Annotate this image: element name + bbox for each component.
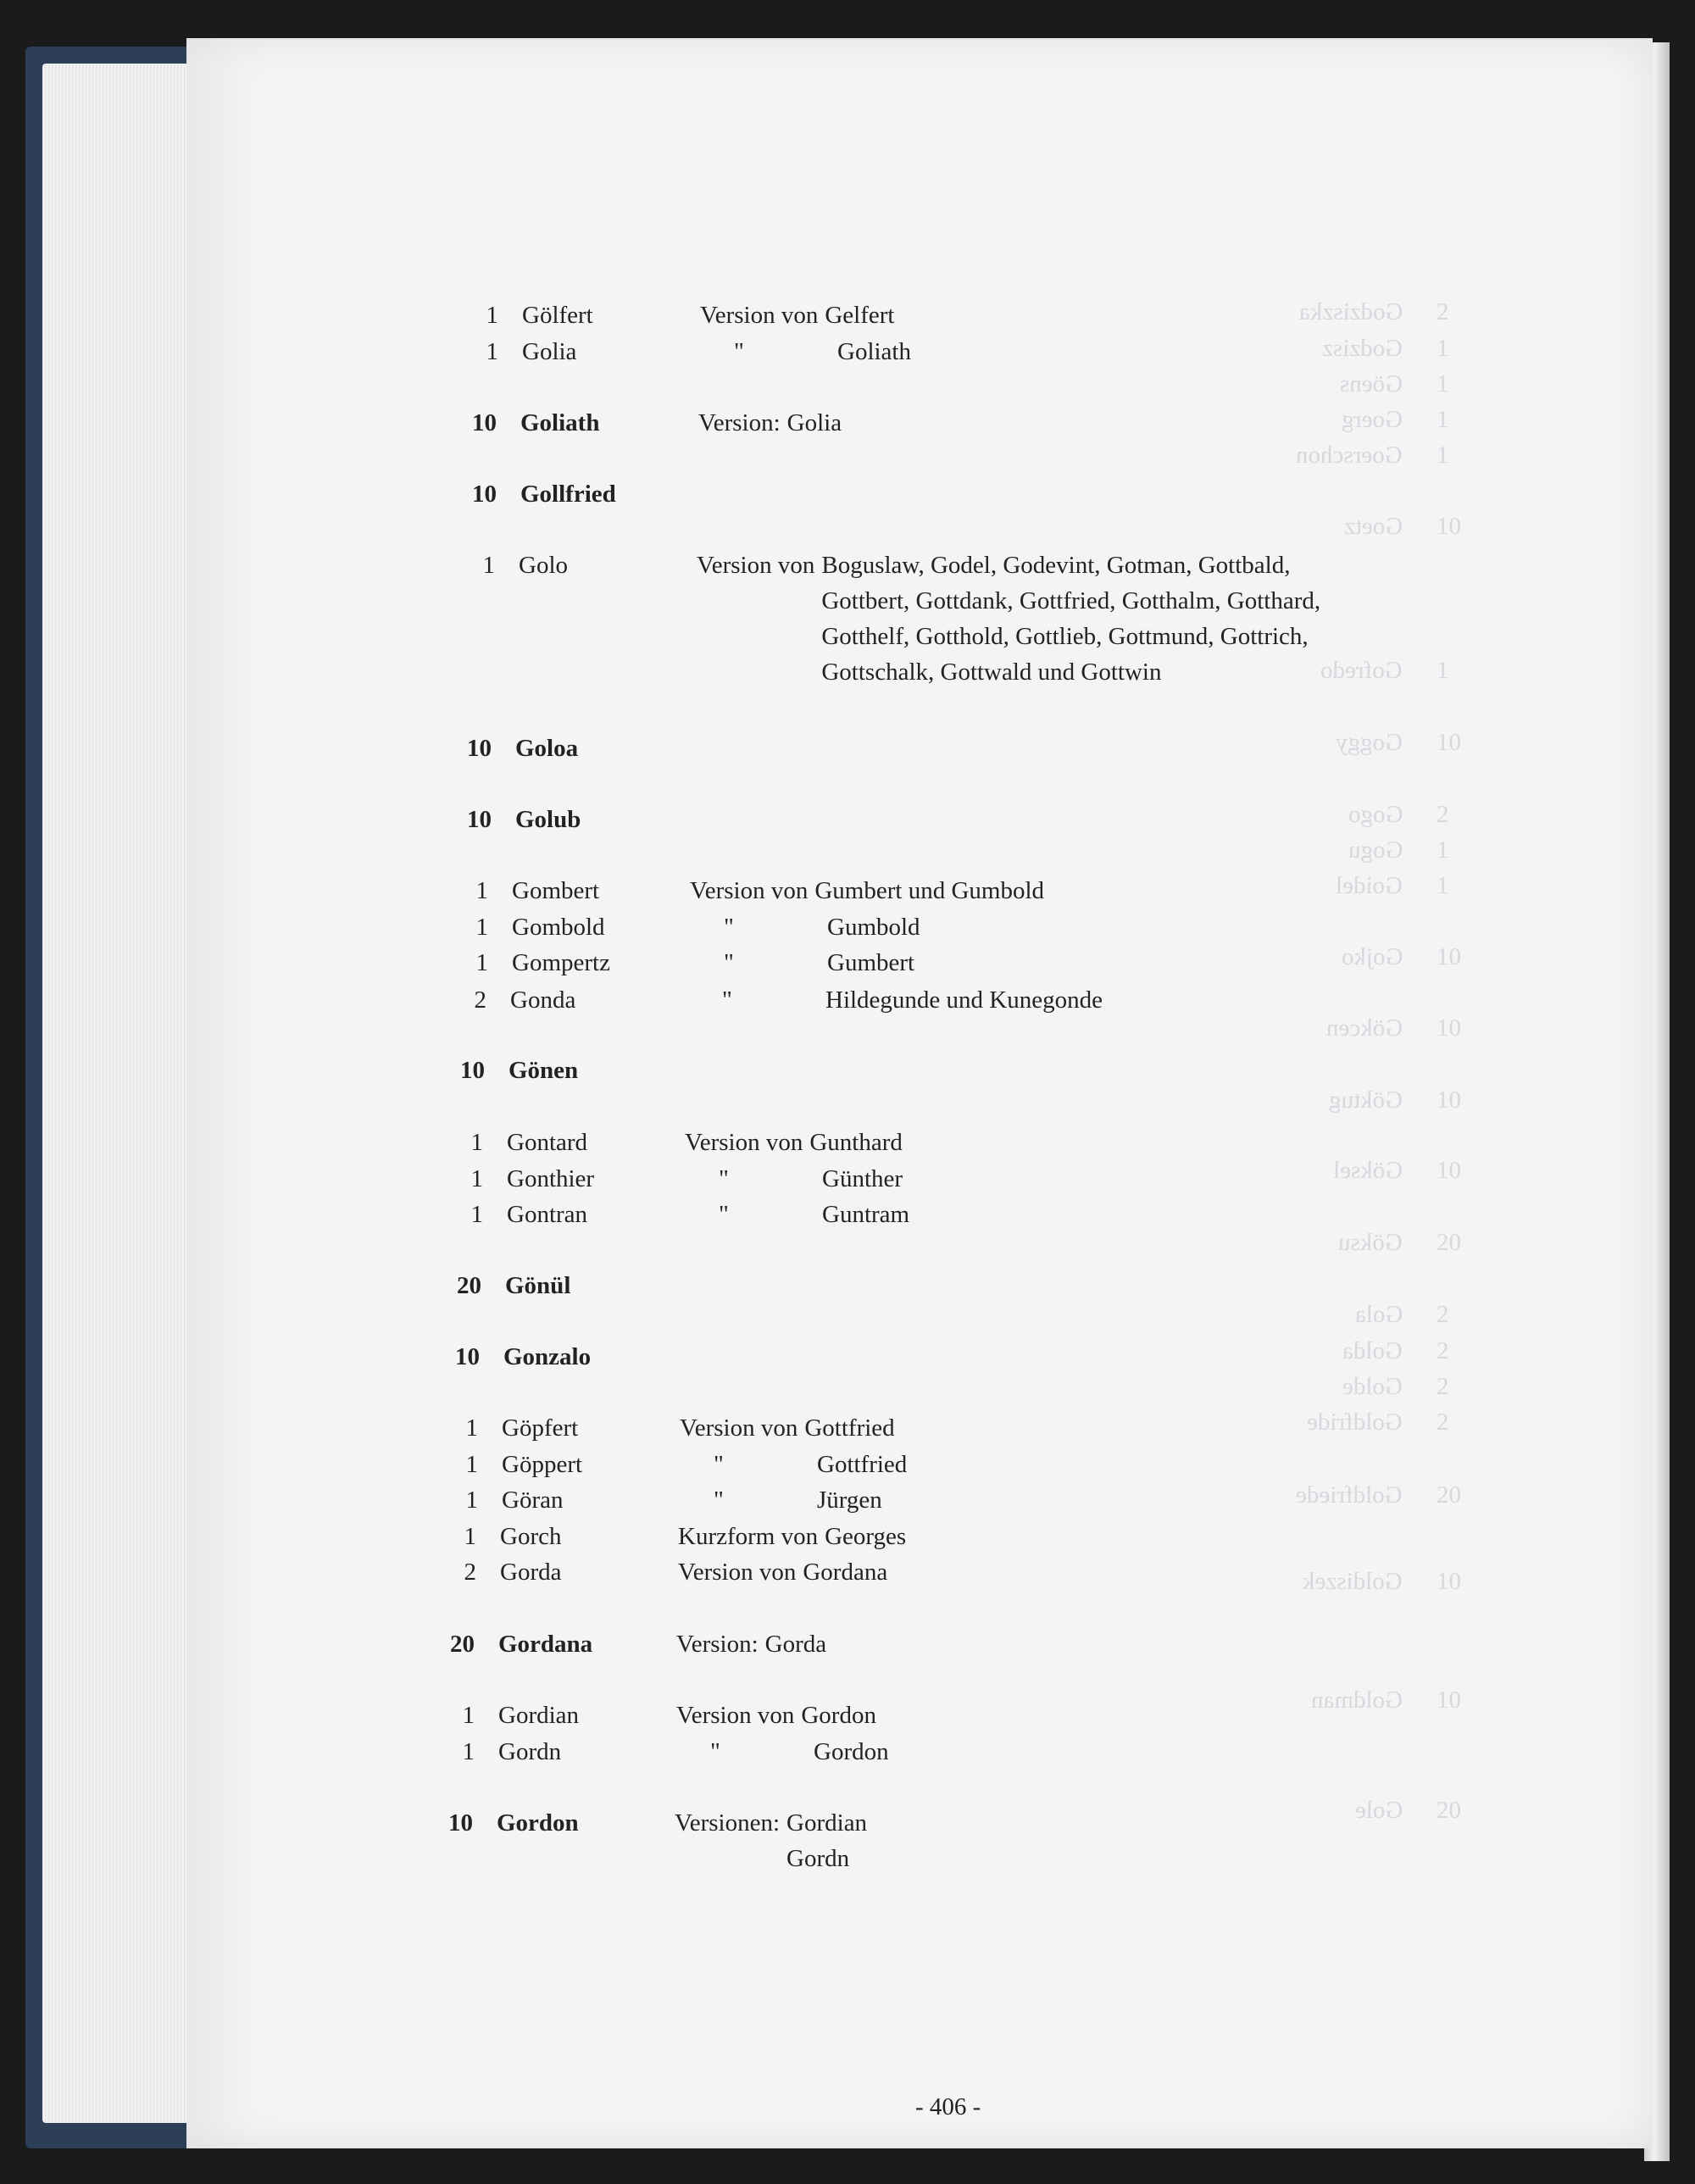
entry-frequency: 10 xyxy=(467,806,492,833)
entry-frequency: 1 xyxy=(470,1165,483,1192)
ditto-mark: " xyxy=(724,914,734,941)
bleed-through-number: 2 xyxy=(1437,298,1449,325)
entry-name: Gönen xyxy=(508,1057,579,1084)
bleed-through-name: Göksel xyxy=(1332,1157,1403,1184)
bleed-through-name: Godzisz xyxy=(1321,335,1403,362)
bleed-through-number: 2 xyxy=(1437,1373,1449,1400)
bleed-through-number: 10 xyxy=(1437,513,1461,540)
entry-frequency: 1 xyxy=(464,1523,476,1550)
bleed-through-number: 2 xyxy=(1437,801,1449,828)
bleed-through-number: 1 xyxy=(1437,370,1449,397)
bleed-through-number: 1 xyxy=(1437,872,1449,899)
ditto-mark: " xyxy=(724,949,734,976)
entry-frequency: 2 xyxy=(464,1559,476,1586)
entry-related-names: Gottfried xyxy=(804,1414,895,1442)
entry-related-names: Gumbert und Gumbold xyxy=(814,877,1045,904)
entry-related-names: Gorda xyxy=(764,1631,827,1658)
bleed-through-name: Gole xyxy=(1354,1797,1403,1824)
bleed-through-name: Gogo xyxy=(1348,801,1403,828)
bleed-through-name: Goerschon xyxy=(1296,442,1403,469)
book-page xyxy=(186,38,1653,2148)
entry-related-names: Golia xyxy=(786,409,842,436)
ditto-mark: " xyxy=(734,338,744,365)
entry-relation-label: Version: xyxy=(698,409,781,436)
bleed-through-name: Golda xyxy=(1342,1337,1403,1364)
entry-related-names: Guntram xyxy=(822,1201,910,1228)
entry-name: Gonthier xyxy=(507,1165,595,1192)
entry-related-names: Georges xyxy=(825,1523,907,1550)
entry-frequency: 20 xyxy=(457,1272,481,1299)
entry-frequency: 1 xyxy=(465,1414,478,1442)
bleed-through-number: 1 xyxy=(1437,836,1449,864)
entry-frequency: 1 xyxy=(475,877,488,904)
bleed-through-name: Golde xyxy=(1342,1373,1403,1400)
entry-related-names: Gordon xyxy=(814,1738,889,1765)
entry-name: Gompertz xyxy=(512,949,610,976)
ditto-mark: " xyxy=(714,1487,724,1514)
entry-frequency: 10 xyxy=(472,481,497,508)
bleed-through-name: Goetz xyxy=(1343,513,1403,540)
entry-name: Golub xyxy=(515,806,581,833)
entry-related-names: Gordn xyxy=(786,1845,850,1872)
bleed-through-number: 2 xyxy=(1437,1337,1449,1364)
bleed-through-number: 10 xyxy=(1437,1568,1461,1595)
entry-related-names: Gotthelf, Gotthold, Gottlieb, Gottmund, Gottrich, xyxy=(821,623,1309,650)
entry-frequency: 2 xyxy=(474,986,486,1014)
entry-frequency: 1 xyxy=(486,302,498,329)
page-number: - 406 - xyxy=(915,2093,981,2120)
entry-name: Golia xyxy=(522,338,577,365)
entry-name: Goliath xyxy=(520,409,600,436)
entry-frequency: 1 xyxy=(482,552,495,579)
entry-frequency: 1 xyxy=(465,1487,478,1514)
entry-related-names: Gordian xyxy=(786,1809,868,1837)
bleed-through-number: 20 xyxy=(1437,1229,1461,1256)
entry-name: Gorda xyxy=(500,1559,562,1586)
ditto-mark: " xyxy=(710,1738,720,1765)
entry-name: Gonda xyxy=(510,986,576,1014)
entry-frequency: 20 xyxy=(450,1631,475,1658)
entry-related-names: Günther xyxy=(822,1165,903,1192)
bleed-through-name: Gogu xyxy=(1348,836,1403,864)
entry-name: Gonzalo xyxy=(503,1343,592,1370)
entry-name: Gontard xyxy=(507,1129,588,1156)
bleed-through-name: Gökcen xyxy=(1325,1014,1403,1042)
entry-name: Göppert xyxy=(502,1451,583,1478)
bleed-through-number: 10 xyxy=(1437,1086,1461,1114)
bleed-through-number: 1 xyxy=(1437,335,1449,362)
entry-frequency: 1 xyxy=(475,949,488,976)
entry-frequency: 1 xyxy=(470,1129,483,1156)
bleed-through-name: Goidel xyxy=(1336,872,1403,899)
entry-name: Gordon xyxy=(497,1809,579,1837)
entry-related-names: Jürgen xyxy=(817,1487,882,1514)
entry-name: Gombold xyxy=(512,914,605,941)
bleed-through-name: Goldiszek xyxy=(1303,1568,1403,1595)
entry-related-names: Gordon xyxy=(801,1702,876,1729)
entry-name: Gölfert xyxy=(522,302,593,329)
bleed-through-name: Godziszka xyxy=(1298,298,1403,325)
entry-frequency: 10 xyxy=(467,735,492,762)
entry-related-names: Gottfried xyxy=(817,1451,908,1478)
entry-name: Gordn xyxy=(498,1738,562,1765)
entry-name: Gordian xyxy=(498,1702,580,1729)
entry-name: Gordana xyxy=(498,1631,593,1658)
bleed-through-name: Goerg xyxy=(1342,406,1403,433)
entry-related-names: Gumbert xyxy=(827,949,915,976)
entry-related-names: Gumbold xyxy=(827,914,920,941)
entry-relation-label: Version von xyxy=(676,1702,795,1729)
entry-frequency: 10 xyxy=(460,1057,485,1084)
bleed-through-name: Göens xyxy=(1339,370,1403,397)
ditto-mark: " xyxy=(719,1165,729,1192)
bleed-through-number: 10 xyxy=(1437,1157,1461,1184)
ditto-mark: " xyxy=(714,1451,724,1478)
bleed-through-name: Goggy xyxy=(1336,729,1403,756)
entry-relation-label: Version von xyxy=(690,877,809,904)
bleed-through-name: Gofredo xyxy=(1320,657,1403,684)
entry-relation-label: Kurzform von xyxy=(678,1523,819,1550)
bleed-through-number: 1 xyxy=(1437,406,1449,433)
entry-frequency: 1 xyxy=(465,1451,478,1478)
entry-related-names: Gordana xyxy=(803,1559,888,1586)
entry-name: Göpfert xyxy=(502,1414,579,1442)
entry-frequency: 1 xyxy=(462,1738,475,1765)
entry-frequency: 1 xyxy=(486,338,498,365)
entry-name: Goloa xyxy=(515,735,579,762)
bleed-through-number: 10 xyxy=(1437,943,1461,970)
bleed-through-number: 10 xyxy=(1437,729,1461,756)
entry-related-names: Gelfert xyxy=(825,302,895,329)
entry-related-names: Gottschalk, Gottwald und Gottwin xyxy=(821,659,1162,686)
entry-relation-label: Versionen: xyxy=(675,1809,781,1837)
bleed-through-name: Gojko xyxy=(1341,943,1403,970)
entry-related-names: Hildegunde und Kunegonde xyxy=(825,986,1103,1014)
bleed-through-number: 1 xyxy=(1437,657,1449,684)
bleed-through-name: Göktug xyxy=(1329,1086,1403,1114)
entry-relation-label: Version von xyxy=(685,1129,803,1156)
entry-frequency: 10 xyxy=(472,409,497,436)
entry-related-names: Gunthard xyxy=(809,1129,903,1156)
entry-frequency: 10 xyxy=(448,1809,473,1837)
entry-frequency: 1 xyxy=(475,914,488,941)
entry-frequency: 1 xyxy=(470,1201,483,1228)
entry-relation-label: Version von xyxy=(680,1414,798,1442)
entry-related-names: Goliath xyxy=(837,338,911,365)
bleed-through-number: 1 xyxy=(1437,442,1449,469)
entry-relation-label: Version von xyxy=(700,302,819,329)
entry-name: Gollfried xyxy=(520,481,616,508)
entry-name: Gombert xyxy=(512,877,600,904)
entry-relation-label: Version: xyxy=(676,1631,759,1658)
entry-relation-label: Version von xyxy=(697,552,815,579)
bleed-through-name: Goldfriede xyxy=(1296,1481,1403,1509)
ditto-mark: " xyxy=(719,1201,729,1228)
entry-name: Golo xyxy=(519,552,568,579)
bleed-through-name: Goldfride xyxy=(1307,1409,1403,1436)
entry-name: Gontran xyxy=(507,1201,588,1228)
entry-name: Gönül xyxy=(505,1272,571,1299)
entry-frequency: 1 xyxy=(462,1702,475,1729)
entry-relation-label: Version von xyxy=(678,1559,797,1586)
bleed-through-number: 10 xyxy=(1437,1687,1461,1714)
bleed-through-number: 20 xyxy=(1437,1797,1461,1824)
entry-related-names: Boguslaw, Godel, Godevint, Gotman, Gottbald, xyxy=(821,552,1291,579)
ditto-mark: " xyxy=(722,986,732,1014)
bleed-through-number: 20 xyxy=(1437,1481,1461,1509)
entry-related-names: Gottbert, Gottdank, Gottfried, Gotthalm, Gotthard, xyxy=(821,587,1321,614)
entry-name: Göran xyxy=(502,1487,564,1514)
bleed-through-name: Goldman xyxy=(1311,1687,1403,1714)
bleed-through-number: 10 xyxy=(1437,1014,1461,1042)
bleed-through-number: 2 xyxy=(1437,1409,1449,1436)
bleed-through-name: Göksu xyxy=(1338,1229,1403,1256)
entry-frequency: 10 xyxy=(455,1343,480,1370)
entry-name: Gorch xyxy=(500,1523,562,1550)
bleed-through-number: 2 xyxy=(1437,1301,1449,1328)
bleed-through-name: Gola xyxy=(1354,1301,1403,1328)
